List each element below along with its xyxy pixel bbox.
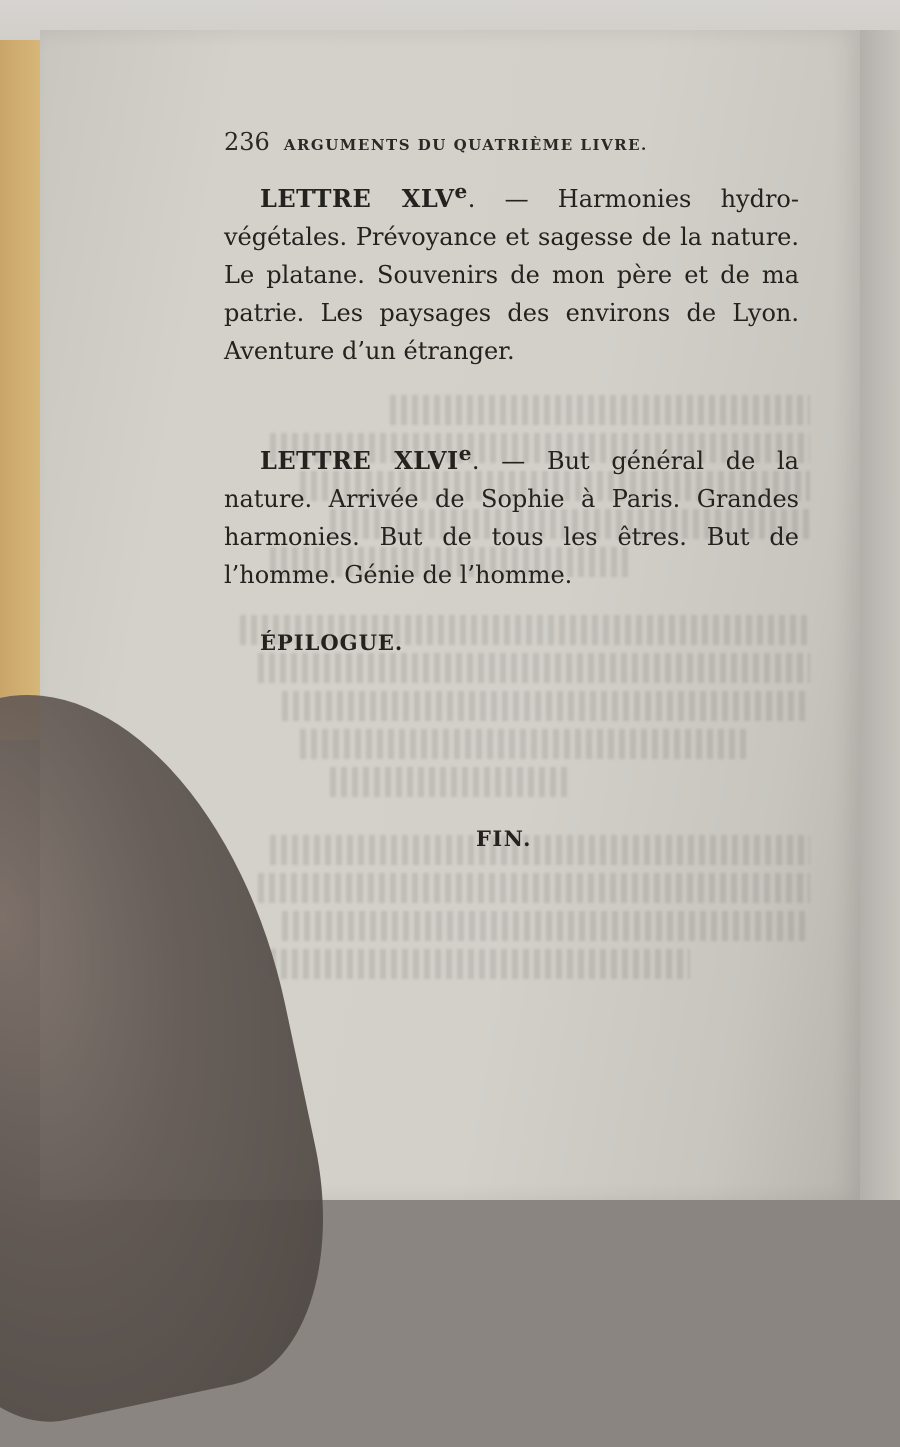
page-number: 236 bbox=[224, 128, 270, 156]
entry-lettre-xlv bbox=[224, 172, 799, 370]
entry-heading: LETTRE XLVe bbox=[260, 179, 468, 213]
ordinal-superscript: e bbox=[454, 179, 468, 203]
entry-text: . — Harmonies hydro-végétales. Prévoyance et sagesse de la nature. Le platane. Souvenirs de mon père et de ma patrie. Les paysages des environs de Lyon. Aventure d’un étranger. bbox=[224, 185, 799, 365]
page-edge bbox=[860, 30, 900, 1200]
entry-heading: LETTRE XLVIe bbox=[260, 441, 472, 475]
entry-text: . — But général de la nature. Arrivée de Sophie à Paris. Grandes harmonies. But de tous les êtres. But de l’homme. Génie de l’homme. bbox=[224, 447, 799, 589]
entry-lettre-xlvi bbox=[224, 434, 799, 594]
running-header bbox=[224, 128, 744, 156]
fin-label: FIN. bbox=[476, 826, 532, 851]
epilogue-heading: ÉPILOGUE. bbox=[260, 630, 404, 655]
ordinal-superscript: e bbox=[458, 441, 472, 465]
running-title: ARGUMENTS DU QUATRIÈME LIVRE. bbox=[283, 136, 648, 154]
